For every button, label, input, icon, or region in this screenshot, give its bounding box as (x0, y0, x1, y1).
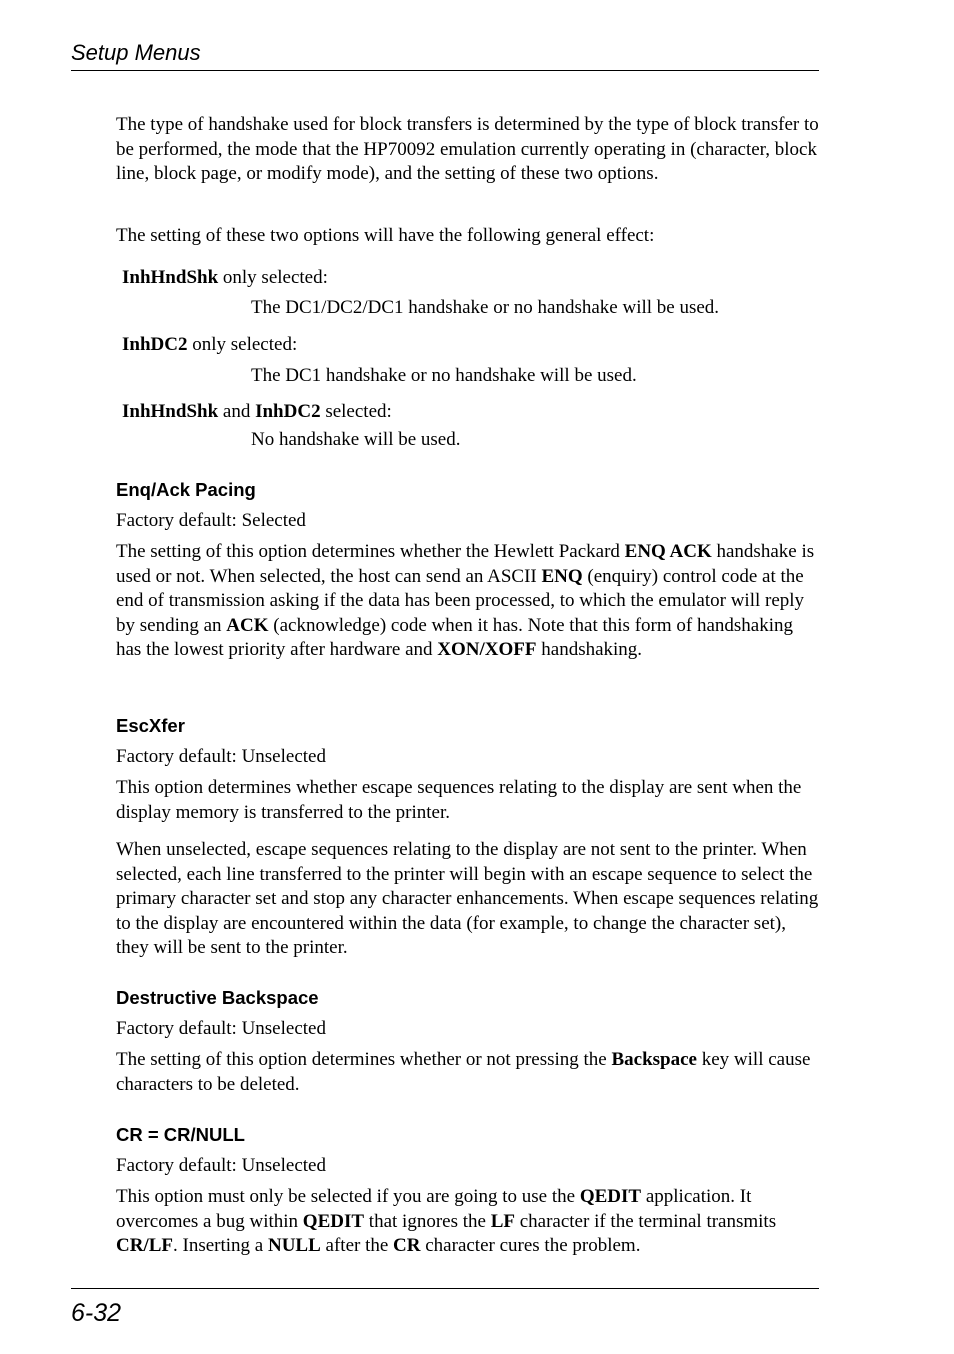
factory-default: Factory default: Unselected (116, 1018, 326, 1039)
option-name: InhDC2 (255, 401, 321, 422)
footer-rule (71, 1288, 819, 1289)
effect-term: InhHndShk and InhDC2 selected: (122, 401, 392, 422)
factory-default: Factory default: Unselected (116, 1155, 326, 1176)
factory-default: Factory default: Unselected (116, 746, 326, 767)
effect-description: The DC1/DC2/DC1 handshake or no handshake will be used. (251, 297, 720, 318)
crnull-description: This option must only be selected if you are going to use the QEDIT application. It overcomes a bug within QEDIT that ignores the LF character if the terminal transmits CR/LF. Inserting a NULL after the CR character cures the problem. (116, 1186, 777, 1256)
factory-default: Factory default: Selected (116, 510, 306, 531)
intro-paragraph: The type of handshake used for block transfers is determined by the type of block transfer to be performed, the mode that the HP70092 emulation currently operating in (character, block line, block page, or modify mode), and the setting of these two options. (116, 114, 819, 184)
escxfer-detail: When unselected, escape sequences relating to the display are not sent to the printer. When selected, each line transferred to the printer will begin with an escape sequence to select the primary character set and stop any character enhancements. When escape sequences relating to the display are encountered within the data (for example, to change the character set), they will be sent to the printer. (116, 839, 819, 958)
enq-description: The setting of this option determines whether the Hewlett Packard ENQ ACK handshake is used or not. When selected, the host can send an ASCII ENQ (enquiry) control code at the end of transmission asking if the data has been processed, to which the emulator will reply by sending an ACK (acknowledge) code when it has. Note that this form of handshaking has the lowest priority after hardware and XON/XOFF handshaking. (116, 541, 815, 660)
effect-term: InhDC2 only selected: (122, 334, 298, 355)
page-number: 6-32 (71, 1299, 122, 1327)
effect-term: InhHndShk only selected: (122, 267, 328, 288)
effect-description: The DC1 handshake or no handshake will be used. (251, 365, 637, 386)
running-header: Setup Menus (71, 40, 201, 65)
section-heading-cr-null: CR = CR/NULL (116, 1124, 245, 1145)
intro-paragraph-effect: The setting of these two options will have the following general effect: (116, 225, 655, 246)
option-name: InhHndShk (122, 267, 219, 288)
section-heading-destructive-backspace: Destructive Backspace (116, 987, 319, 1008)
backspace-description: The setting of this option determines whether or not pressing the Backspace key will cause characters to be deleted. (116, 1049, 811, 1095)
option-name: InhDC2 (122, 334, 188, 355)
effect-description: No handshake will be used. (251, 429, 461, 450)
section-heading-enq-ack: Enq/Ack Pacing (116, 479, 256, 500)
header-rule (71, 70, 819, 71)
escxfer-description: This option determines whether escape sequences relating to the display are sent when the display memory is transferred to the printer. (116, 777, 802, 823)
option-name: InhHndShk (122, 401, 219, 422)
section-heading-escxfer: EscXfer (116, 715, 185, 736)
